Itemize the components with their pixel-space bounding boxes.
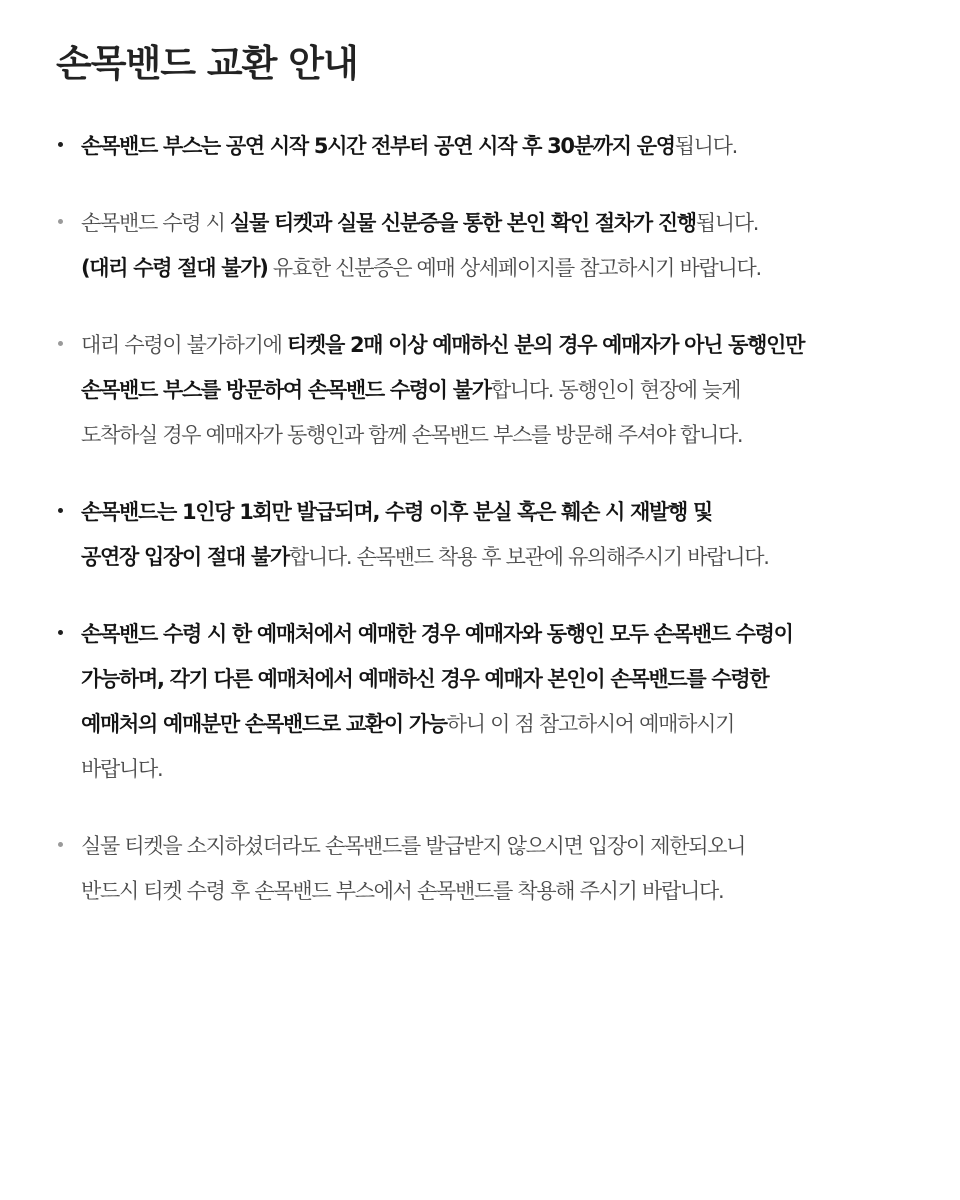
notice-line bbox=[81, 747, 918, 792]
notice-line bbox=[81, 490, 918, 535]
notice-item bbox=[58, 323, 918, 458]
notice-line bbox=[81, 612, 918, 657]
notice-text: 됩니다. bbox=[674, 134, 738, 158]
notice-line bbox=[81, 246, 918, 291]
notice-line bbox=[81, 368, 918, 413]
notice-text: 손목밴드 수령 시 bbox=[81, 211, 231, 235]
emphasized-text: 실물 티켓과 실물 신분증을 통한 본인 확인 절차가 진행 bbox=[230, 211, 696, 235]
emphasized-text: 손목밴드 부스는 공연 시작 5시간 전부터 공연 시작 후 30분까지 운영 bbox=[81, 134, 675, 158]
notice-line bbox=[81, 413, 918, 458]
notice-item bbox=[58, 490, 918, 580]
notice-item bbox=[58, 612, 918, 792]
emphasized-text: (대리 수령 절대 불가) bbox=[81, 256, 268, 280]
notice-text: 유효한 신분증은 예매 상세페이지를 참고하시기 바랍니다. bbox=[267, 256, 761, 280]
bullet-icon bbox=[58, 219, 63, 224]
notice-item bbox=[58, 824, 918, 914]
emphasized-text: 손목밴드 수령 시 한 예매처에서 예매한 경우 예매자와 동행인 모두 손목밴드 수령이 bbox=[81, 622, 793, 646]
bullet-icon bbox=[58, 630, 63, 635]
notice-text: 합니다. 동행인이 현장에 늦게 bbox=[490, 378, 741, 402]
notice-text: 됩니다. bbox=[695, 211, 759, 235]
notice-line bbox=[81, 201, 918, 246]
notice-list bbox=[58, 124, 918, 946]
notice-line bbox=[81, 702, 918, 747]
notice-text: 반드시 티켓 수령 후 손목밴드 부스에서 손목밴드를 착용해 주시기 바랍니다. bbox=[81, 879, 724, 903]
bullet-icon bbox=[58, 842, 63, 847]
notice-item bbox=[58, 124, 918, 169]
notice-text: 도착하실 경우 예매자가 동행인과 함께 손목밴드 부스를 방문해 주셔야 합니다. bbox=[81, 423, 743, 447]
emphasized-text: 손목밴드는 1인당 1회만 발급되며, 수령 이후 분실 혹은 훼손 시 재발행 및 bbox=[81, 500, 713, 524]
notice-item bbox=[58, 201, 918, 291]
emphasized-text: 가능하며, 각기 다른 예매처에서 예매하신 경우 예매자 본인이 손목밴드를 수령한 bbox=[81, 667, 769, 691]
notice-line bbox=[81, 124, 918, 169]
emphasized-text: 예매처의 예매분만 손목밴드로 교환이 가능 bbox=[81, 712, 447, 736]
notice-line bbox=[81, 869, 918, 914]
notice-text: 대리 수령이 불가하기에 bbox=[81, 333, 287, 357]
notice-text: 바랍니다. bbox=[81, 757, 163, 781]
notice-text: 하니 이 점 참고하시어 예매하시기 bbox=[446, 712, 735, 736]
notice-line bbox=[81, 323, 918, 368]
notice-line bbox=[81, 535, 918, 580]
emphasized-text: 공연장 입장이 절대 불가 bbox=[81, 545, 289, 569]
notice-text: 실물 티켓을 소지하셨더라도 손목밴드를 발급받지 않으시면 입장이 제한되오니 bbox=[81, 834, 746, 858]
notice-line bbox=[81, 657, 918, 702]
bullet-icon bbox=[58, 142, 63, 147]
emphasized-text: 티켓을 2매 이상 예매하신 분의 경우 예매자가 아닌 동행인만 bbox=[287, 333, 805, 357]
notice-line bbox=[81, 824, 918, 869]
notice-text: 합니다. 손목밴드 착용 후 보관에 유의해주시기 바랍니다. bbox=[288, 545, 769, 569]
emphasized-text: 손목밴드 부스를 방문하여 손목밴드 수령이 불가 bbox=[81, 378, 491, 402]
page-title: 손목밴드 교환 안내 bbox=[56, 42, 358, 85]
bullet-icon bbox=[58, 341, 63, 346]
bullet-icon bbox=[58, 508, 63, 513]
